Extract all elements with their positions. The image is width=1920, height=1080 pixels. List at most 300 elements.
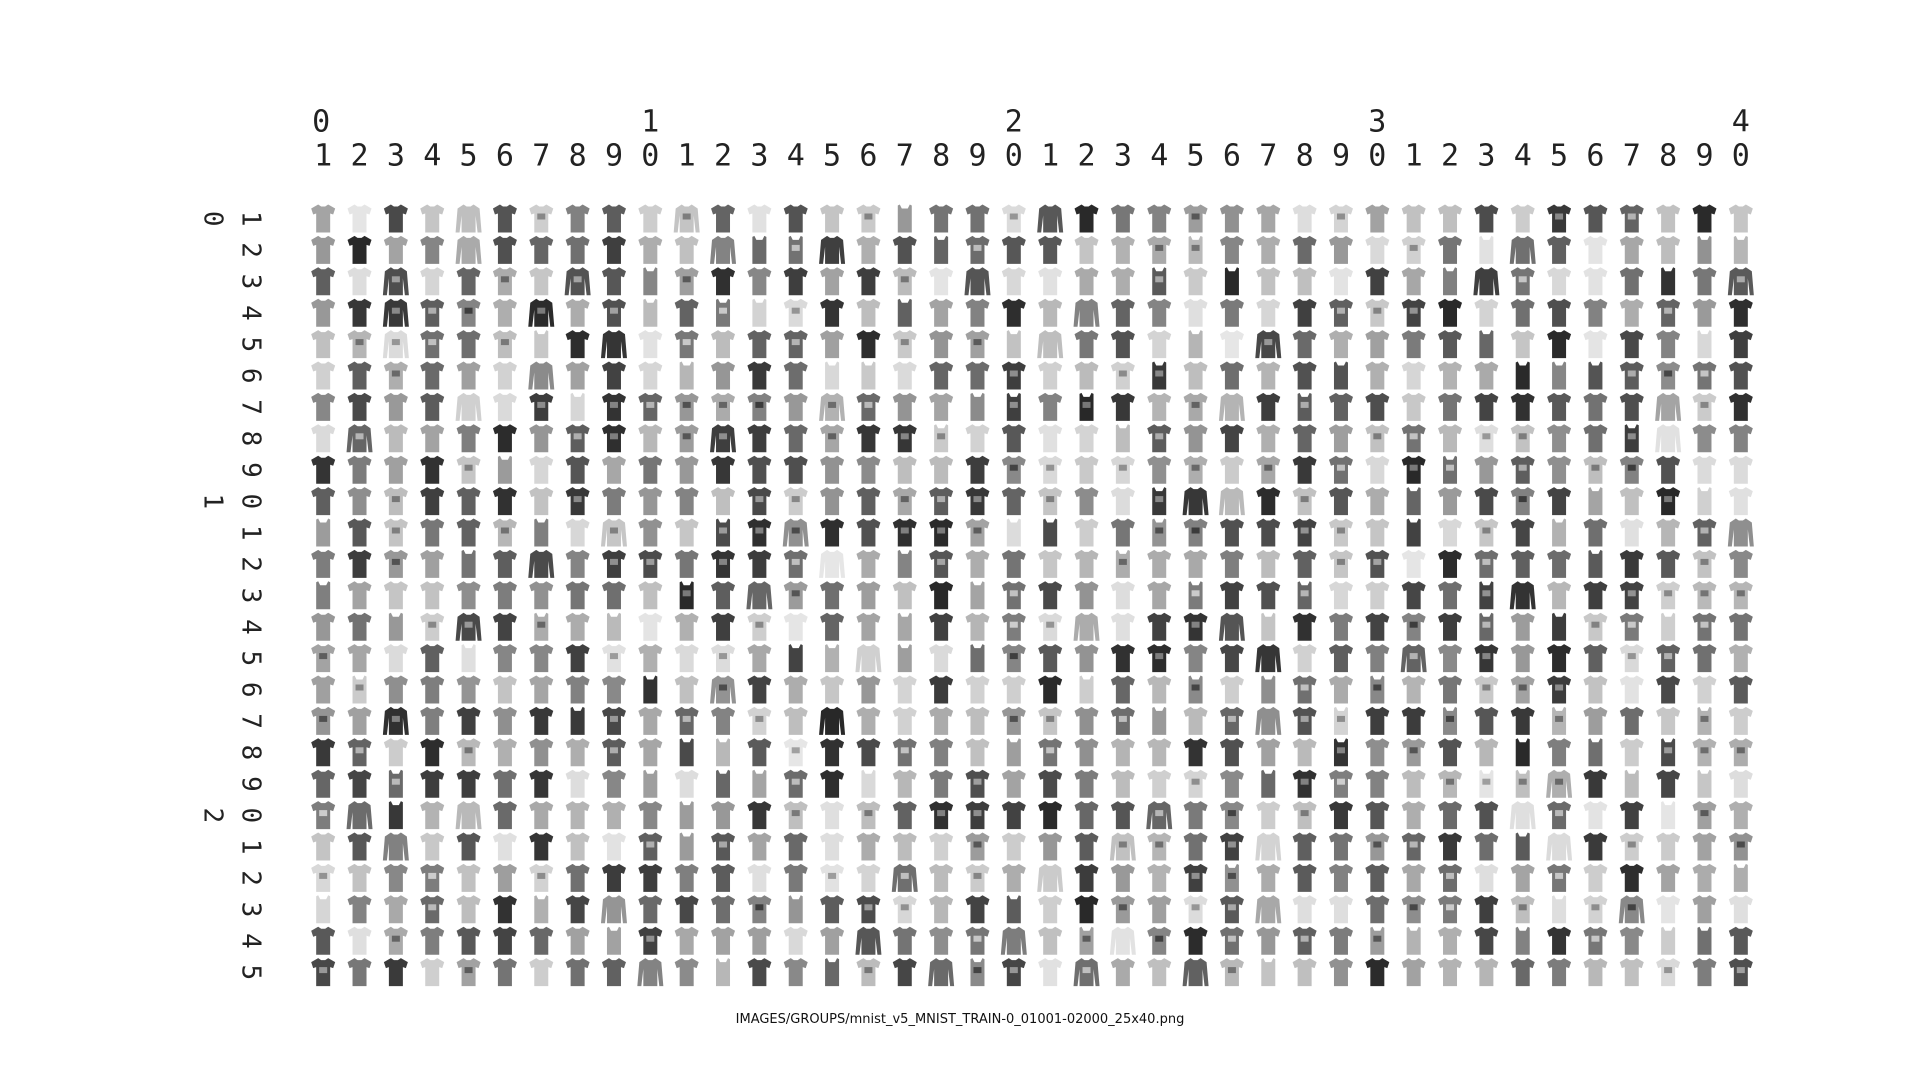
garment-tile [675, 676, 699, 704]
garment-tile [1075, 707, 1099, 735]
garment-print [1010, 371, 1018, 377]
garment-tile [1656, 895, 1680, 923]
garment-tile [529, 236, 553, 264]
garment-tile [348, 550, 372, 578]
garment-tile [746, 581, 772, 609]
garment-tile [383, 833, 409, 861]
garment-print [1410, 842, 1418, 848]
garment-print [1010, 653, 1018, 659]
garment-print [1373, 308, 1381, 314]
garment-print [755, 622, 763, 628]
garment-print [792, 308, 800, 314]
garment-tile [680, 362, 694, 390]
garment-print [392, 716, 400, 722]
garment-tile [1552, 895, 1566, 923]
garment-tile [1184, 833, 1208, 861]
garment-tile [716, 958, 730, 986]
garment-tile [348, 267, 372, 295]
garment-tile [820, 927, 844, 955]
garment-print [1700, 716, 1708, 722]
garment-tile [384, 864, 408, 892]
garment-tile [1111, 487, 1135, 515]
garment-tile [1438, 644, 1462, 672]
row-unit-label: 3 [235, 901, 266, 918]
garment-tile [1225, 267, 1239, 295]
row-unit-label: 6 [235, 681, 266, 698]
garment-tile [1261, 676, 1275, 704]
garment-tile [1438, 393, 1462, 421]
garment-tile [601, 895, 627, 923]
garment-tile [1620, 676, 1644, 704]
garment-tile [498, 456, 512, 484]
garment-tile [348, 299, 372, 327]
garment-tile [1474, 895, 1498, 923]
garment-print [392, 371, 400, 377]
garment-tile [1220, 299, 1244, 327]
garment-tile [384, 236, 408, 264]
garment-tile [856, 581, 880, 609]
garment-tile [1438, 236, 1462, 264]
garment-tile [1656, 770, 1680, 798]
garment-tile [602, 581, 626, 609]
garment-print [901, 904, 909, 910]
garment-print [537, 308, 545, 314]
garment-tile [820, 833, 844, 861]
garment-tile [1147, 958, 1171, 986]
column-unit-label: 4 [423, 138, 442, 174]
garment-print [1010, 214, 1018, 220]
garment-tile [348, 644, 372, 672]
garment-tile [929, 456, 953, 484]
garment-tile [784, 864, 808, 892]
column-unit-label: 5 [823, 138, 842, 174]
column-unit-label: 0 [1368, 138, 1387, 174]
garment-tile [1511, 864, 1535, 892]
garment-tile [638, 801, 662, 829]
garment-tile [965, 895, 989, 923]
garment-tile [1511, 205, 1535, 233]
garment-tile [856, 864, 880, 892]
garment-tile [1220, 330, 1244, 358]
garment-tile [1402, 581, 1426, 609]
garment-tile [1293, 299, 1317, 327]
garment-tile [1697, 330, 1711, 358]
garment-tile [638, 236, 662, 264]
garment-tile [1329, 267, 1353, 295]
garment-tile [929, 895, 953, 923]
garment-tile [1002, 770, 1026, 798]
garment-print [864, 904, 872, 910]
garment-print [719, 653, 727, 659]
garment-print [1737, 967, 1745, 973]
garment-print [1228, 716, 1236, 722]
garment-tile [1329, 895, 1353, 923]
row-unit-label: 2 [235, 242, 266, 258]
garment-tile [348, 927, 372, 955]
garment-tile [311, 205, 335, 233]
garment-print [1228, 810, 1236, 816]
column-unit-label: 9 [1331, 138, 1351, 174]
garment-tile [420, 424, 444, 452]
garment-tile [1293, 267, 1317, 295]
garment-tile [311, 613, 335, 641]
garment-print [683, 276, 691, 282]
garment-tile [1474, 362, 1498, 390]
garment-tile [1656, 456, 1680, 484]
garment-tile [571, 707, 585, 735]
garment-tile [1075, 738, 1099, 766]
garment-tile [1147, 393, 1171, 421]
garment-tile [1402, 550, 1426, 578]
garment-print [319, 873, 327, 879]
garment-tile [1661, 801, 1675, 829]
garment-print [1083, 967, 1091, 973]
garment-print [465, 465, 473, 471]
column-unit-label: 1 [1404, 138, 1423, 174]
garment-tile [1334, 362, 1348, 390]
garment-print [1700, 528, 1708, 534]
column-unit-label: 1 [1041, 138, 1060, 174]
garment-print [1155, 653, 1163, 659]
garment-tile [1038, 644, 1062, 672]
garment-tile [1255, 833, 1281, 861]
garment-tile [1075, 330, 1099, 358]
garment-print [937, 528, 945, 534]
garment-tile [1147, 330, 1171, 358]
garment-print [864, 967, 872, 973]
garment-tile [311, 770, 335, 798]
garment-print [1700, 810, 1708, 816]
garment-tile [420, 958, 444, 986]
garment-tile [420, 833, 444, 861]
garment-tile [711, 456, 735, 484]
garment-tile [1256, 519, 1280, 547]
garment-tile [493, 801, 517, 829]
garment-print [1337, 528, 1345, 534]
garment-tile [316, 519, 330, 547]
garment-tile [1547, 927, 1571, 955]
garment-tile [856, 613, 880, 641]
garment-tile [747, 424, 771, 452]
column-unit-label: 9 [1695, 138, 1714, 174]
garment-tile [898, 205, 912, 233]
garment-print [1555, 810, 1563, 816]
garment-tile [529, 801, 553, 829]
garment-tile [1147, 895, 1171, 923]
garment-tile [1583, 267, 1607, 295]
garment-tile [1583, 393, 1607, 421]
garment-tile [1329, 801, 1353, 829]
garment-tile [529, 581, 553, 609]
garment-tile [965, 205, 989, 233]
garment-tile [311, 424, 335, 452]
garment-tile [820, 519, 844, 547]
garment-tile [1474, 864, 1498, 892]
garment-tile [1474, 487, 1498, 515]
garment-tile [1692, 644, 1716, 672]
garment-tile [1729, 393, 1753, 421]
garment-tile [457, 927, 481, 955]
garment-tile [1007, 330, 1021, 358]
garment-tile [1365, 267, 1389, 295]
garment-tile [784, 424, 808, 452]
garment-tile [1147, 613, 1171, 641]
garment-tile [566, 644, 590, 672]
column-unit-label: 6 [1222, 138, 1241, 174]
garment-tile [1075, 519, 1099, 547]
garment-print [465, 747, 473, 753]
row-unit-label: 9 [235, 776, 266, 792]
garment-tile [711, 864, 735, 892]
garment-print [1010, 622, 1018, 628]
garment-tile [855, 644, 881, 672]
garment-print [1046, 496, 1054, 502]
column-unit-label: 4 [786, 138, 805, 174]
garment-tile [1729, 456, 1753, 484]
garment-tile [311, 267, 335, 295]
column-unit-label: 4 [1150, 138, 1169, 174]
garment-tile [1547, 330, 1571, 358]
garment-tile [1256, 550, 1280, 578]
garment-tile [602, 205, 626, 233]
garment-print [1083, 936, 1091, 942]
garment-tile [384, 676, 408, 704]
garment-tile [1402, 770, 1426, 798]
garment-tile [384, 424, 408, 452]
garment-tile [638, 205, 662, 233]
garment-tile [1074, 299, 1100, 327]
garment-tile [1692, 456, 1716, 484]
row-unit-label: 1 [235, 838, 266, 855]
garment-tile [856, 456, 880, 484]
garment-tile [348, 487, 372, 515]
garment-tile [1620, 801, 1644, 829]
garment-tile [1220, 424, 1244, 452]
row-unit-label: 1 [235, 524, 266, 541]
garment-tile [970, 393, 984, 421]
garment-tile [929, 267, 953, 295]
column-unit-label: 3 [750, 138, 769, 174]
garment-tile [384, 456, 408, 484]
garment-tile [1656, 205, 1680, 233]
garment-tile [566, 895, 590, 923]
garment-print [901, 339, 909, 345]
garment-tile [1111, 267, 1135, 295]
garment-tile [1692, 676, 1716, 704]
garment-tile [1075, 895, 1099, 923]
column-tens-label: 2 [1004, 104, 1023, 140]
garment-tile [311, 738, 335, 766]
garment-tile [1184, 801, 1208, 829]
garment-tile [747, 644, 771, 672]
column-unit-label: 7 [532, 138, 551, 174]
garment-tile [1729, 205, 1753, 233]
garment-tile [1511, 550, 1535, 578]
garment-tile [784, 393, 808, 421]
garment-tile [825, 644, 839, 672]
garment-tile [420, 550, 444, 578]
garment-tile [1473, 267, 1499, 295]
garment-print [1591, 622, 1599, 628]
garment-tile [1474, 456, 1498, 484]
garment-print [646, 842, 654, 848]
garment-tile [784, 707, 808, 735]
garment-print [537, 873, 545, 879]
garment-tile [1184, 299, 1208, 327]
garment-tile [1255, 644, 1281, 672]
garment-tile [1002, 236, 1026, 264]
garment-print [1301, 402, 1309, 408]
garment-tile [1293, 205, 1317, 233]
garment-tile [711, 927, 735, 955]
garment-print [1373, 559, 1381, 565]
garment-tile [893, 236, 917, 264]
garment-tile [1365, 330, 1389, 358]
garment-tile [1656, 550, 1680, 578]
row-unit-label: 0 [235, 807, 266, 824]
garment-print [1700, 559, 1708, 565]
garment-tile [1220, 581, 1244, 609]
garment-tile [929, 613, 953, 641]
column-unit-label: 9 [604, 138, 624, 174]
garment-tile [1402, 676, 1426, 704]
garment-tile [856, 833, 880, 861]
row-unit-label: 3 [235, 273, 266, 290]
garment-print [1192, 685, 1200, 691]
garment-tile [1147, 738, 1171, 766]
garment-tile [566, 330, 590, 358]
garment-tile [1620, 864, 1644, 892]
garment-tile [1075, 267, 1099, 295]
garment-tile [1474, 927, 1498, 955]
row-unit-label: 0 [235, 493, 266, 510]
garment-tile [1620, 236, 1644, 264]
garment-tile [711, 581, 735, 609]
garment-tile [1329, 958, 1353, 986]
garment-print [1410, 245, 1418, 251]
garment-tile [493, 613, 517, 641]
garment-print [901, 528, 909, 534]
garment-print [1192, 590, 1200, 596]
garment-print [1301, 716, 1309, 722]
garment-tile [1547, 267, 1571, 295]
garment-tile [348, 581, 372, 609]
garment-tile [970, 644, 984, 672]
garment-print [1155, 842, 1163, 848]
garment-tile [1511, 299, 1535, 327]
garment-tile [1261, 958, 1275, 986]
column-tens-label: 0 [312, 104, 331, 140]
garment-print [1591, 465, 1599, 471]
garment-print [1482, 528, 1490, 534]
garment-tile [820, 330, 844, 358]
garment-tile [1075, 362, 1099, 390]
garment-print [1228, 842, 1236, 848]
garment-print [1192, 465, 1200, 471]
garment-tile [1474, 707, 1498, 735]
garment-print [937, 496, 945, 502]
garment-print [1482, 559, 1490, 565]
garment-print [1192, 528, 1200, 534]
garment-tile [1183, 958, 1209, 986]
garment-print [610, 308, 618, 314]
garment-print [719, 559, 727, 565]
column-unit-labels [314, 139, 1750, 174]
garment-print [1155, 496, 1163, 502]
garment-tile [1220, 456, 1244, 484]
garment-tile [347, 801, 373, 829]
garment-tile [711, 487, 735, 515]
garment-tile [1075, 487, 1099, 515]
column-unit-label: 8 [1659, 138, 1678, 174]
garment-tile [1443, 267, 1457, 295]
garment-tile [1184, 424, 1208, 452]
garment-print [610, 528, 618, 534]
garment-tile [420, 581, 444, 609]
garment-print [719, 842, 727, 848]
garment-tile [1583, 864, 1607, 892]
garment-tile [529, 424, 553, 452]
garment-tile [710, 236, 736, 264]
garment-tile [1329, 487, 1353, 515]
garment-print [1155, 810, 1163, 816]
garment-tile [566, 833, 590, 861]
garment-print [1664, 590, 1672, 596]
garment-print [1446, 716, 1454, 722]
garment-tile [493, 738, 517, 766]
garment-tile [1402, 801, 1426, 829]
garment-print [1446, 873, 1454, 879]
garment-tile [1516, 738, 1530, 766]
garment-print [719, 433, 727, 439]
garment-tile [856, 330, 880, 358]
garment-tile [457, 519, 481, 547]
garment-tile [1438, 958, 1462, 986]
garment-tile [1729, 676, 1753, 704]
column-unit-label: 2 [1077, 138, 1096, 174]
garment-print [683, 716, 691, 722]
garment-tile [752, 770, 766, 798]
garment-tile [348, 707, 372, 735]
garment-tile [1438, 676, 1462, 704]
garment-tile [1547, 424, 1571, 452]
garment-print [1410, 653, 1418, 659]
column-unit-label: 3 [386, 138, 405, 174]
garment-tile [1043, 519, 1057, 547]
garment-tile [1656, 330, 1680, 358]
garment-print [1373, 685, 1381, 691]
garment-print [1192, 402, 1200, 408]
garment-tile [1365, 895, 1389, 923]
garment-print [1628, 653, 1636, 659]
garment-tile [348, 519, 372, 547]
garment-tile [602, 864, 626, 892]
row-unit-label: 7 [235, 399, 266, 415]
garment-tile [1438, 362, 1462, 390]
garment-tile [529, 676, 553, 704]
garment-tile [1479, 236, 1493, 264]
garment-tile [1656, 236, 1680, 264]
garment-tile [784, 613, 808, 641]
garment-print [1301, 496, 1309, 502]
garment-tile [1184, 362, 1208, 390]
garment-tile [1511, 958, 1535, 986]
garment-tile [1588, 362, 1602, 390]
garment-tile [1147, 205, 1171, 233]
column-unit-label: 3 [1113, 138, 1132, 174]
garment-print [792, 559, 800, 565]
garment-tile [1729, 927, 1753, 955]
